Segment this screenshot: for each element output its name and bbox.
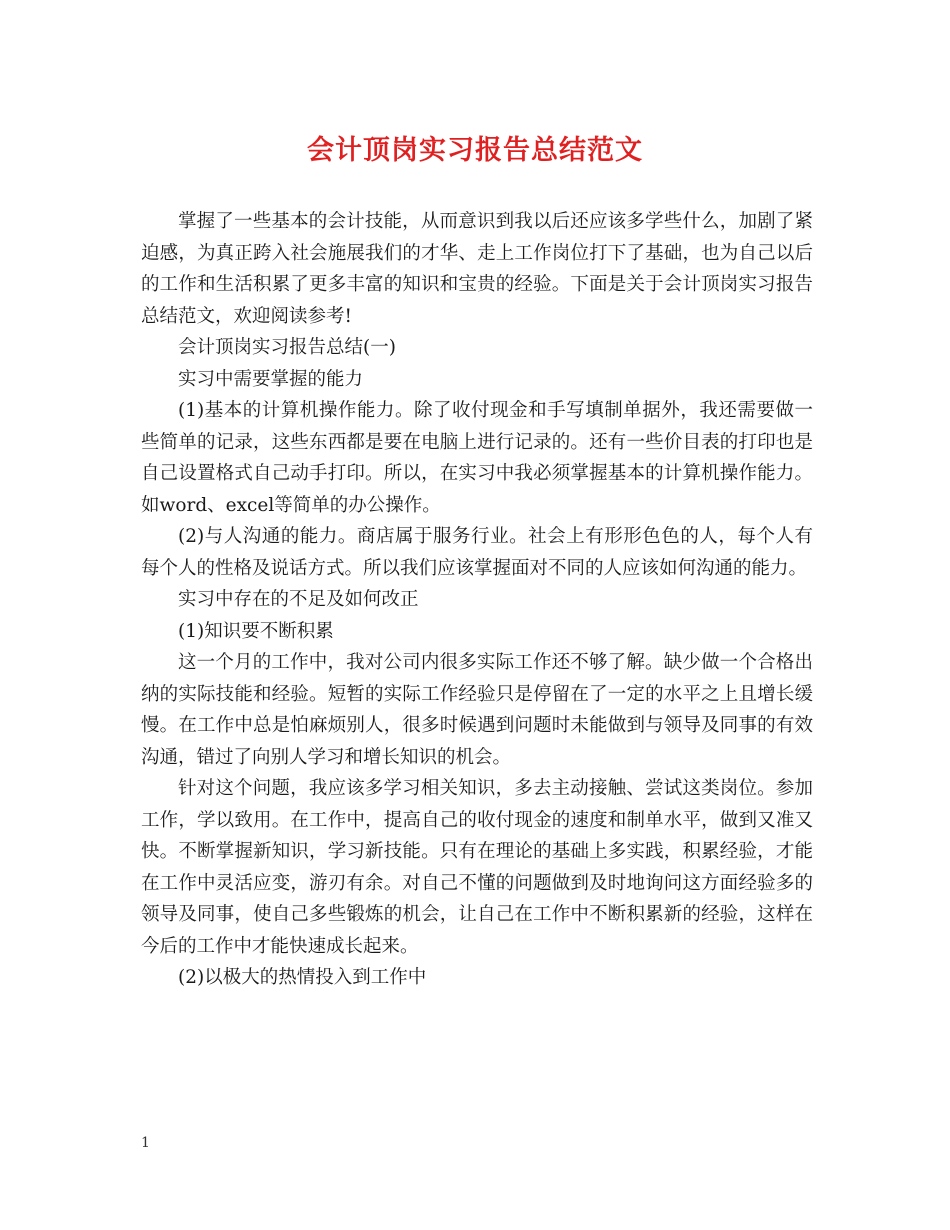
paragraph: (1)基本的计算机操作能力。除了收付现金和手写填制单据外，我还需要做一些简单的记录，这些东西都是要在电脑上进行记录的。还有一些价目表的打印也是自己设置格式自己动手打印。所以，在实习中我必须掌握基本的计算机操作能力。如word、excel等简单的办公操作。 xyxy=(141,400,813,516)
subsection-heading: 实习中需要掌握的能力 xyxy=(178,368,364,390)
subsection-heading: 实习中存在的不足及如何改正 xyxy=(178,589,419,610)
paragraph: 这一个月的工作中，我对公司内很多实际工作还不够了解。缺少做一个合格出纳的实际技能和经验。短暂的实际工作经验只是停留在了一定的水平之上且增长缓慢。在工作中总是怕麻烦别人，很多时候遇到问题时未能做到与领导及同事的有效沟通，错过了向别人学习和增长知识的机会。 xyxy=(141,652,813,768)
item-heading: (2)以极大的热情投入到工作中 xyxy=(178,967,427,988)
page-number: 1 xyxy=(141,1135,150,1151)
paragraph: (2)与人沟通的能力。商店属于服务行业。社会上有形形色色的人，每个人有每个人的性格及说话方式。所以我们应该掌握面对不同的人应该如何沟通的能力。 xyxy=(141,526,813,579)
paragraph: 针对这个问题，我应该多学习相关知识，多去主动接触、尝试这类岗位。参加工作，学以致用。在工作中，提高自己的收付现金的速度和制单水平，做到又准又快。不断掌握新知识，学习新技能。只有在理论的基础上多实践，积累经验，才能在工作中灵活应变，游刃有余。对自己不懂的问题做到及时地询问这方面经验多的领导及同事，使自己多些锻炼的机会，让自己在工作中不断积累新的经验，这样在今后的工作中才能快速成长起来。 xyxy=(141,778,813,957)
document-body xyxy=(141,206,813,994)
section-heading: 会计顶岗实习报告总结(一) xyxy=(178,337,396,358)
item-heading: (1)知识要不断积累 xyxy=(178,620,334,642)
paragraph-intro: 掌握了一些基本的会计技能，从而意识到我以后还应该多学些什么，加剧了紧迫感，为真正跨入社会施展我们的才华、走上工作岗位打下了基础，也为自己以后的工作和生活积累了更多丰富的知识和宝贵的经验。下面是关于会计顶岗实习报告总结范文，欢迎阅读参考! xyxy=(141,211,813,327)
document-title: 会计顶岗实习报告总结范文 xyxy=(307,135,643,166)
